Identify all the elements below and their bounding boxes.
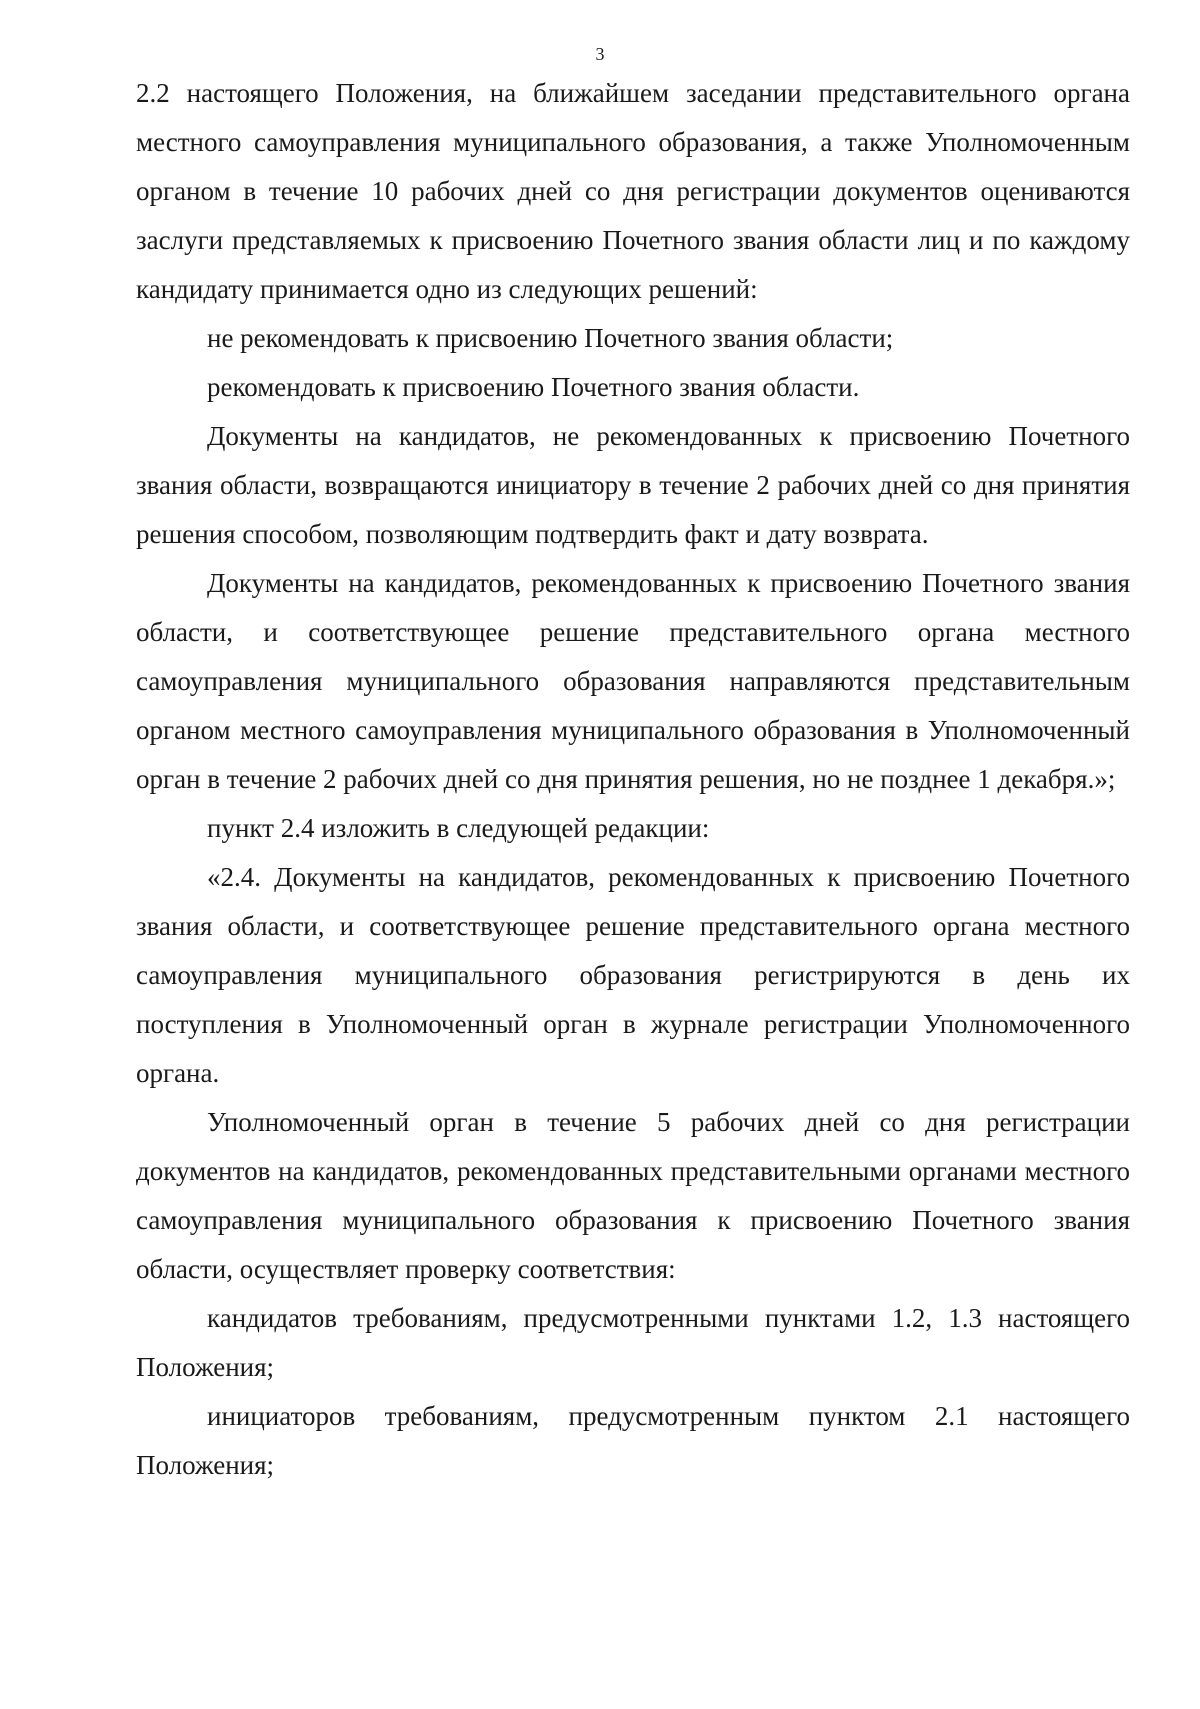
document-body — [136, 69, 1130, 1490]
paragraph-continuation: 2.2 настоящего Положения, на ближайшем заседании представительного органа местного самоуправления муниципального образования, а также Уполномоченным органом в течение 10 рабочих дней со дня регистрации документов оцениваются заслуги представляемых к присвоению Почетного звания области лиц и по каждому кандидату принимается одно из следующих решений: — [136, 78, 1130, 304]
page-number: 3 — [595, 44, 605, 64]
paragraph-option-not-recommend: не рекомендовать к присвоению Почетного звания области; — [207, 323, 894, 353]
paragraph-not-recommended-documents: Документы на кандидатов, не рекомендованных к присвоению Почетного звания области, возвращаются инициатору в течение 2 рабочих дней со дня принятия решения способом, позволяющим подтвердить факт и дату возврата. — [136, 421, 1130, 549]
paragraph-point-2-4: «2.4. Документы на кандидатов, рекомендованных к присвоению Почетного звания области, и соответствующее решение представительного органа местного самоуправления муниципального образования регистрируются в день их поступления в Уполномоченный орган в журнале регистрации Уполномоченного органа. — [136, 862, 1130, 1088]
paragraph-verification: Уполномоченный орган в течение 5 рабочих дней со дня регистрации документов на кандидатов, рекомендованных представительными органами местного самоуправления муниципального образования к присвоению Почетного звания области, осуществляет проверку соответствия: — [136, 1107, 1130, 1284]
paragraph-option-recommend: рекомендовать к присвоению Почетного звания области. — [207, 372, 860, 402]
paragraph-recommended-documents: Документы на кандидатов, рекомендованных к присвоению Почетного звания области, и соответствующее решение представительного органа местного самоуправления муниципального образования направляются представительным органом местного самоуправления муниципального образования в Уполномоченный орган в течение 2 рабочих дней со дня принятия решения, но не позднее 1 декабря.»; — [136, 568, 1130, 794]
paragraph-initiators-requirements: инициаторов требованиям, предусмотренным пунктом 2.1 настоящего Положения; — [136, 1401, 1130, 1480]
paragraph-amendment-point-2-4: пункт 2.4 изложить в следующей редакции: — [207, 813, 710, 843]
paragraph-candidates-requirements: кандидатов требованиям, предусмотренными пунктами 1.2, 1.3 настоящего Положения; — [136, 1303, 1130, 1382]
